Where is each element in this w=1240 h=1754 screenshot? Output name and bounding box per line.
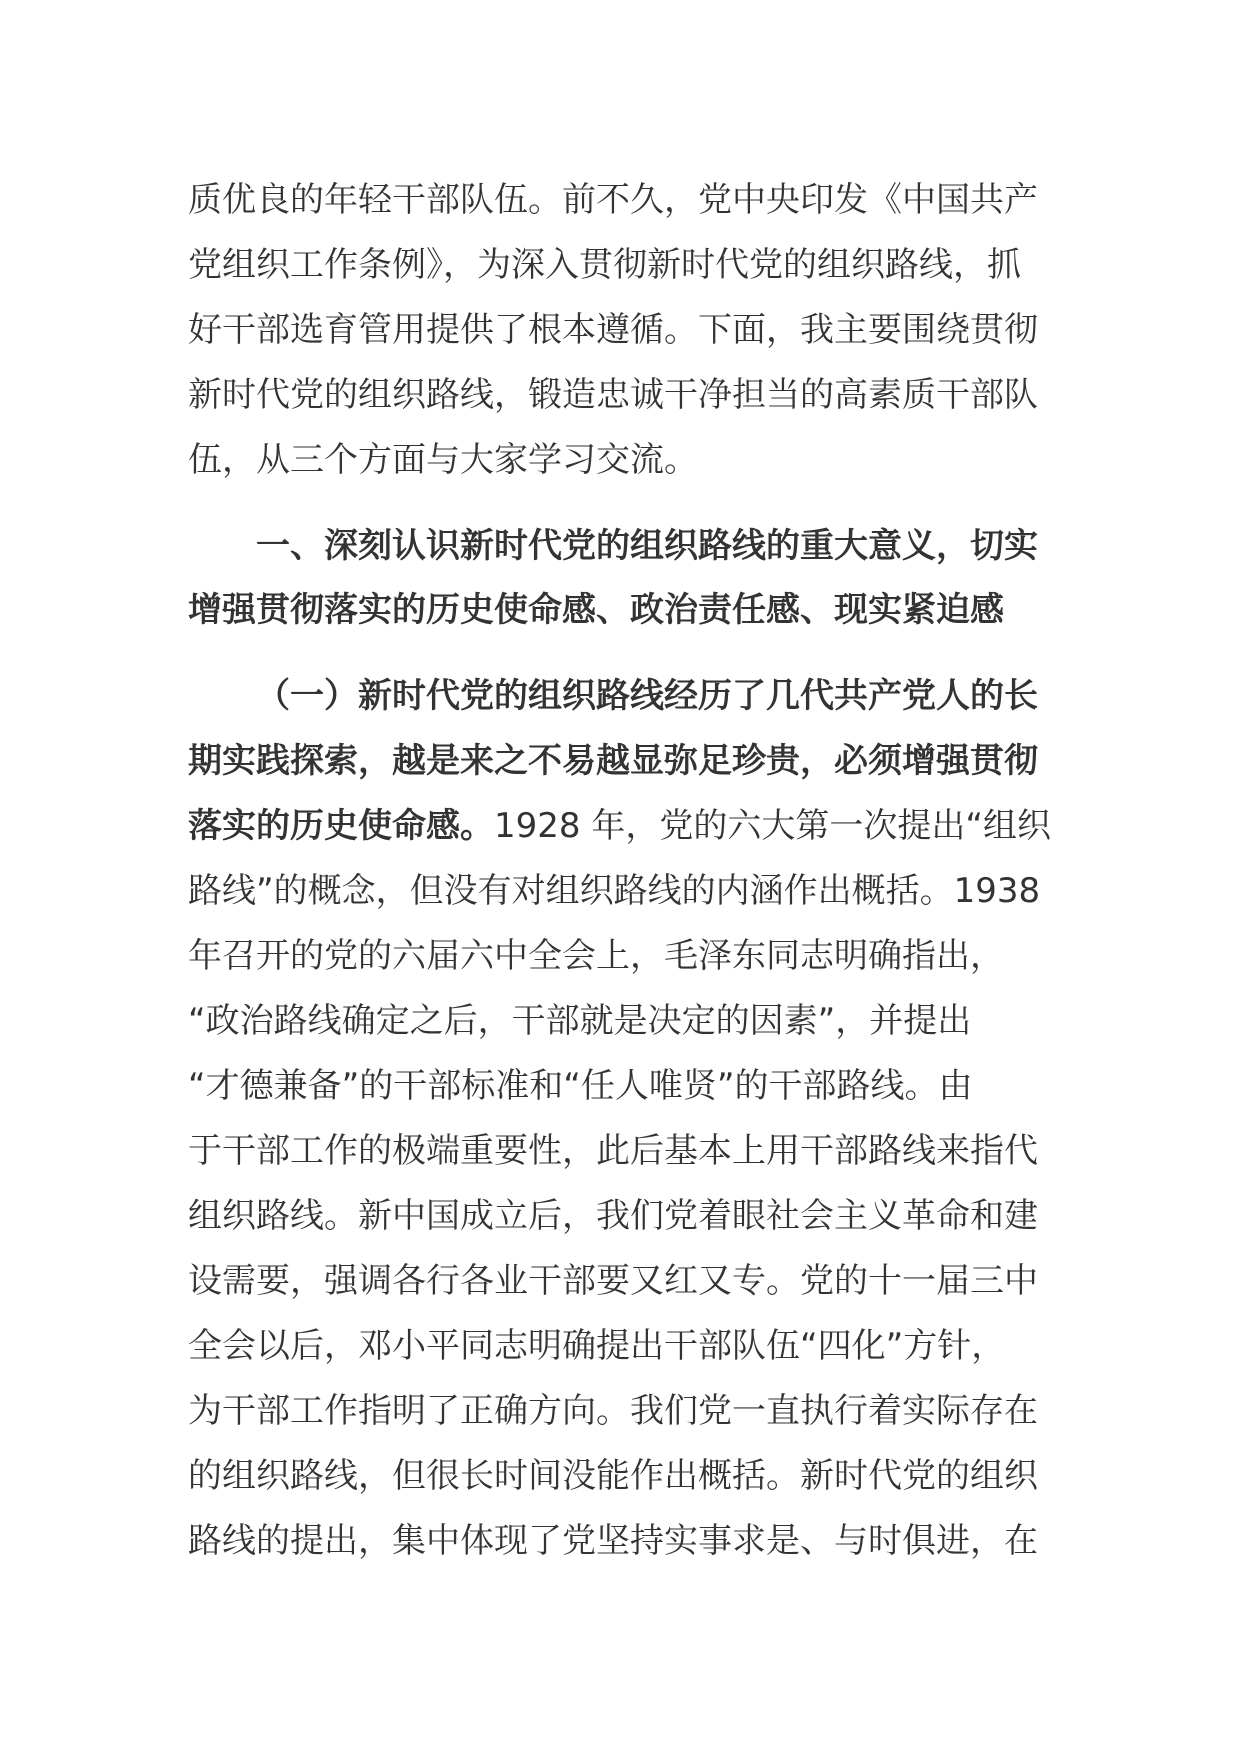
body-line: 路线”的概念，但没有对组织路线的内涵作出概括。1938 <box>188 871 1041 911</box>
intro-line: 党组织工作条例》，为深入贯彻新时代党的组织路线，抓 <box>188 245 1021 285</box>
body-line: “政治路线确定之后，干部就是决定的因素”，并提出 <box>188 1001 972 1041</box>
intro-paragraph <box>188 168 1058 493</box>
body-line: 的组织路线，但很长时间没能作出概括。新时代党的组织 <box>188 1456 1038 1496</box>
body-line: 全会以后，邓小平同志明确提出干部队伍“四化”方针， <box>188 1326 1006 1366</box>
body-line: 设需要，强调各行各业干部要又红又专。党的十一届三中 <box>188 1261 1038 1301</box>
subsection-heading-tail: 落实的历史使命感。 <box>188 806 494 846</box>
heading-line: 一、深刻认识新时代党的组织路线的重大意义，切实 <box>256 526 1038 566</box>
body-line: 于干部工作的极端重要性，此后基本上用干部路线来指代 <box>188 1131 1038 1171</box>
mixed-line <box>188 794 1058 859</box>
body-text: 1928 年，党的六大第一次提出“组织 <box>494 806 1051 846</box>
body-line: 组织路线。新中国成立后，我们党着眼社会主义革命和建 <box>188 1196 1038 1236</box>
heading-line: 增强贯彻落实的历史使命感、政治责任感、现实紧迫感 <box>188 590 1004 630</box>
section-heading-1 <box>188 514 1058 642</box>
subsection-heading-line: 期实践探索，越是来之不易越显弥足珍贵，必须增强贯彻 <box>188 741 1038 781</box>
subsection-paragraph-1 <box>188 664 1058 1574</box>
intro-line: 好干部选育管用提供了根本遵循。下面，我主要围绕贯彻 <box>188 310 1038 350</box>
body-line: 路线的提出，集中体现了党坚持实事求是、与时俱进，在 <box>188 1521 1038 1561</box>
body-line: “才德兼备”的干部标准和“任人唯贤”的干部路线。由 <box>188 1066 973 1106</box>
intro-line: 新时代党的组织路线，锻造忠诚干净担当的高素质干部队 <box>188 375 1038 415</box>
body-line: 为干部工作指明了正确方向。我们党一直执行着实际存在 <box>188 1391 1038 1431</box>
body-line: 年召开的党的六届六中全会上，毛泽东同志明确指出， <box>188 936 1004 976</box>
intro-line: 伍，从三个方面与大家学习交流。 <box>188 440 698 480</box>
subsection-heading-line: （一）新时代党的组织路线经历了几代共产党人的长 <box>256 676 1038 716</box>
intro-line: 质优良的年轻干部队伍。前不久，党中央印发《中国共产 <box>188 180 1038 220</box>
